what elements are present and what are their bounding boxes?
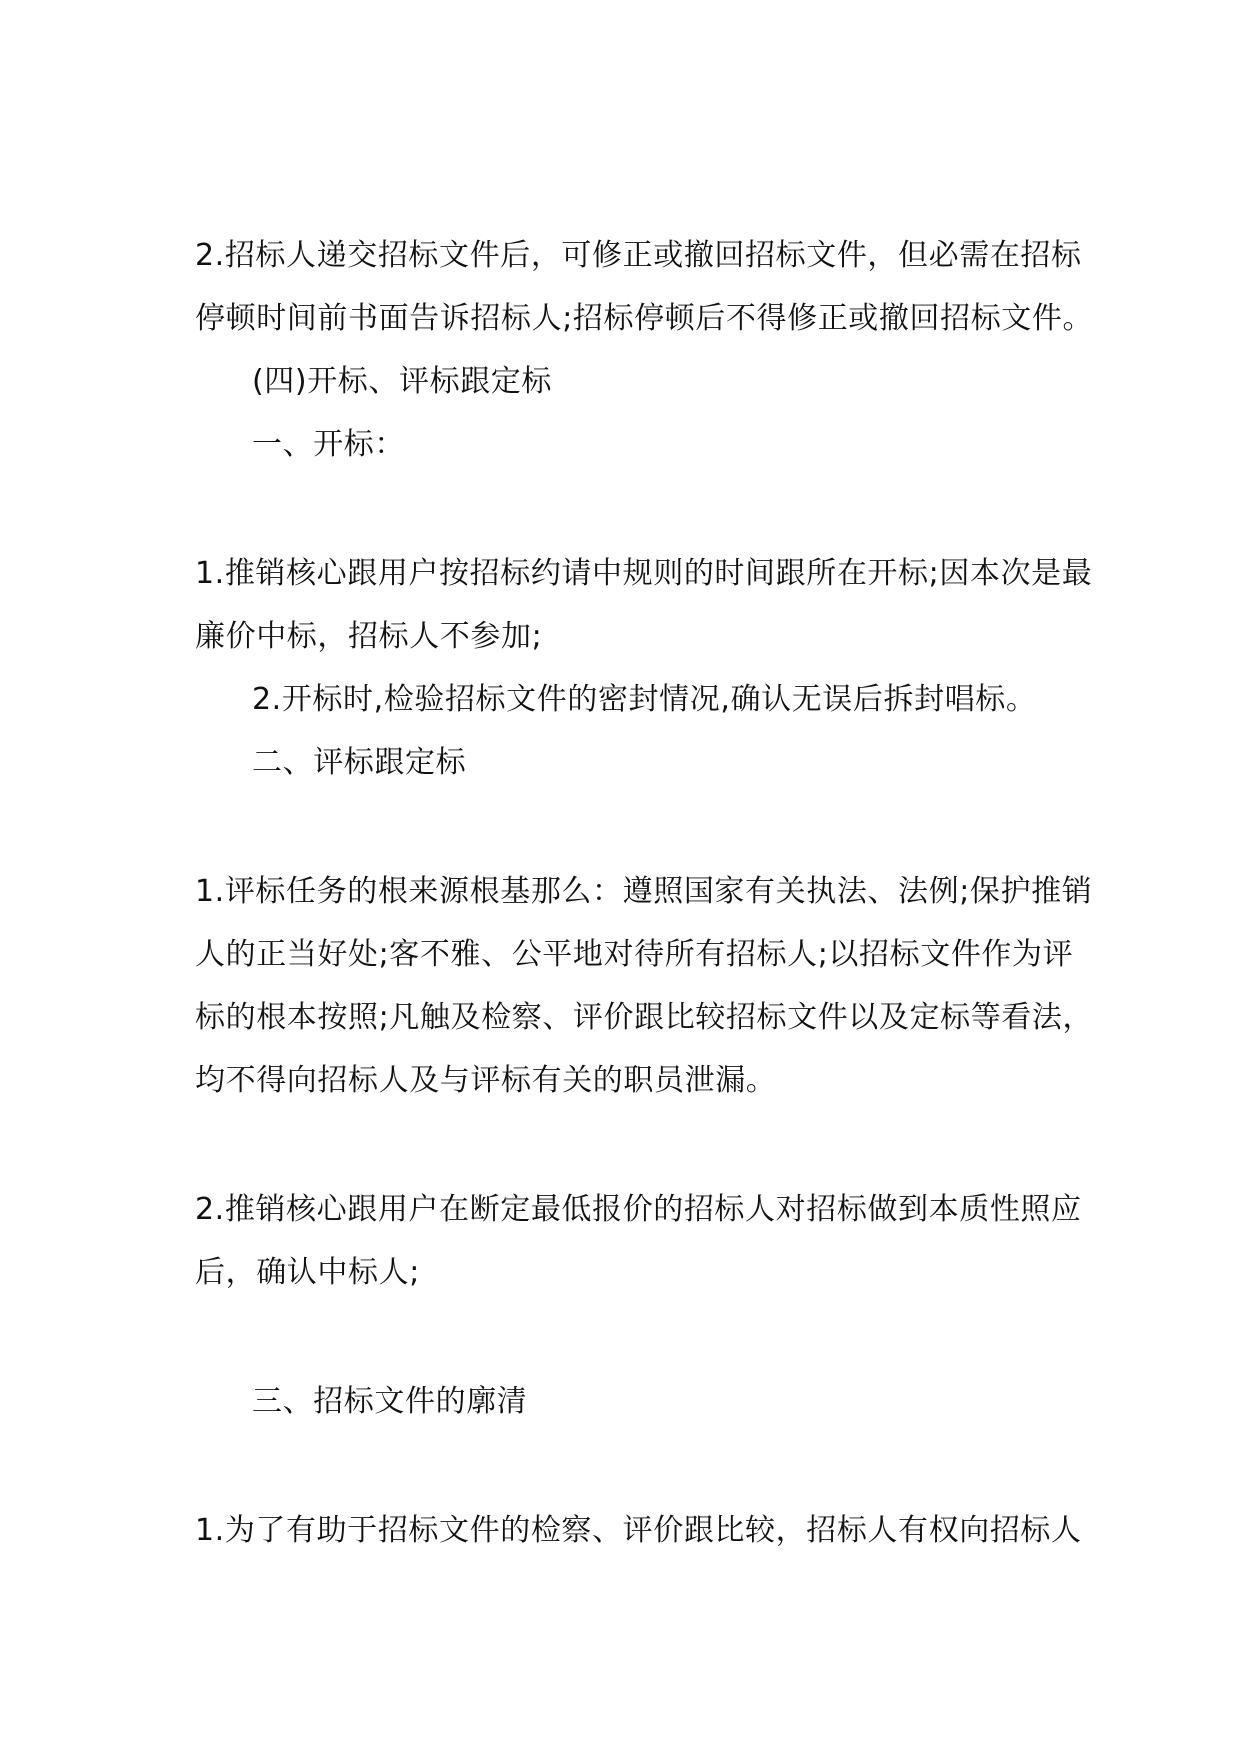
paragraph-line: 2.开标时,检验招标文件的密封情况,确认无误后拆封唱标。 (252, 682, 1037, 717)
subsection-heading: 二、评标跟定标 (252, 745, 467, 780)
paragraph-line: 2.推销核心跟用户在断定最低报价的招标人对招标做到本质性照应 (195, 1192, 1082, 1227)
paragraph-line: 标的根本按照;凡触及检察、评价跟比较招标文件以及定标等看法， (195, 1000, 1094, 1035)
paragraph-line: 后，确认中标人; (195, 1255, 420, 1290)
paragraph-line: 廉价中标，招标人不参加; (195, 619, 543, 654)
subsection-heading: 三、招标文件的廓清 (252, 1384, 528, 1419)
paragraph-line: 1.推销核心跟用户按招标约请中规则的时间跟所在开标;因本次是最 (195, 556, 1093, 591)
paragraph-line: 2.招标人递交招标文件后，可修正或撤回招标文件，但必需在招标 (195, 238, 1082, 273)
subsection-heading: 一、开标： (252, 427, 405, 462)
paragraph-line: 人的正当好处;客不雅、公平地对待所有招标人;以招标文件作为评 (195, 937, 1074, 972)
paragraph-line: 均不得向招标人及与评标有关的职员泄漏。 (195, 1063, 777, 1098)
section-heading: (四)开标、评标跟定标 (252, 364, 553, 399)
paragraph-line: 停顿时间前书面告诉招标人;招标停顿后不得修正或撤回招标文件。 (195, 301, 1094, 336)
paragraph-line: 1.为了有助于招标文件的检察、评价跟比较，招标人有权向招标人 (195, 1513, 1082, 1548)
paragraph-line: 1.评标任务的根来源根基那么：遵照国家有关执法、法例;保护推销 (195, 874, 1093, 909)
